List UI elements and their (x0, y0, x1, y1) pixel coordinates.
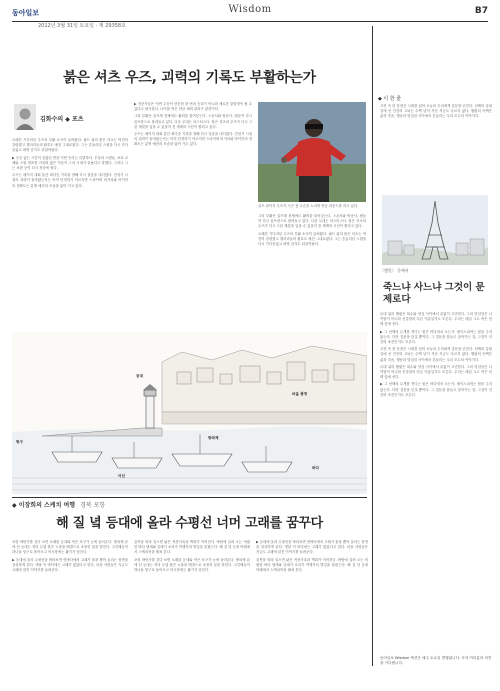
label-lighthouse-title: 등대 (136, 374, 143, 378)
page-number: B7 (474, 6, 488, 16)
right-paragraph: ▶ 그 선택의 무게를 견디는 힘은 어디에서 오는가. 셰익스피어는 답을 주지 않는다. 다만 질문을 던질 뿐이다. 그 질문을 붙들고 살아가는 것, 그것이 인간의 조건인지도 모른다. (380, 382, 492, 397)
article2-column-3 (256, 540, 368, 686)
article2-paragraph: 골목을 따라 걸으면 낡은 적산가옥과 벽화가 이어진다. 바람에 실려 오는 비릿한 바다 냄새와 갈매기 소리가 여행자의 발길을 붙잡는다. 해 질 녘 등대 아래에서 스케치북을 펼쳐 본다. (134, 540, 250, 555)
section-footer: 동아일보 Wisdom 섹션은 매주 토요일 발행됩니다. 독자 여러분의 의견을 기다립니다. (380, 656, 492, 665)
quote-caption: 〈햄릿〉 중에서 (380, 268, 409, 273)
label-port-title: 항구 (16, 440, 23, 444)
label-breakwater-title: 방파제 (208, 436, 219, 440)
columnist-name: 김화수의 ◆ 포츠 (40, 116, 84, 123)
series-title (12, 500, 105, 509)
article2-paragraph: ▶ 등대에 올라 수평선을 바라보면 먼바다에서 고래가 물을 뿜어 올리는 장면을 상상하게 된다. 옛날 이 바다에는 고래가 많았다고 한다. 마을 사람들은 지금도 고래에 얽힌 이야기를 들려준다. (12, 557, 128, 573)
article-headline: 붉은 셔츠 우즈, 괴력의 기록도 부활하는가 (63, 70, 316, 86)
quote-headline: 죽느냐 사느냐 그것이 문제로다 (383, 282, 485, 305)
article2-column-1 (12, 540, 128, 686)
label-village (292, 392, 332, 397)
pohang-sketch-illustration (12, 332, 367, 494)
masthead (12, 4, 488, 20)
article1-column-3 (258, 214, 366, 324)
article2-paragraph: 골목을 따라 걸으면 낡은 적산가옥과 벽화가 이어진다. 바람에 실려 오는 비릿한 바다 냄새와 갈매기 소리가 여행자의 발길을 붙잡는다. 해 질 녘 등대 아래에서 스케치북을 펼쳐 본다. (256, 557, 368, 573)
right-paragraph: 고전 속 한 문장은 시대를 넘어 오늘의 우리에게 질문을 던진다. 선택의 갈림길에 선 인간의 고뇌는 수백 년이 지난 지금도 다르지 않다. 햄릿의 독백은 삶과 죽음, 행동과 망설임 사이에서 흔들리는 우리 모두의 이야기다. (380, 347, 492, 362)
article2-column-2 (134, 540, 250, 686)
label-breakwater (208, 436, 248, 441)
tiger-woods-photo (258, 102, 366, 202)
label-lighthouse (136, 374, 166, 379)
photo-caption: 골프 타이거 우즈가 시즌 첫 우승을 노리며 연습 라운드를 하고 있다. (258, 204, 359, 208)
newspaper-logo[interactable]: 동아일보 (12, 8, 40, 17)
right-paragraph: 고전 속 한 문장은 시대를 넘어 오늘의 우리에게 질문을 던진다. 선택의 갈림길에 선 인간의 고뇌는 수백 년이 지난 지금도 다르지 않다. 햄릿의 독백은 삶과 죽음, 행동과 망설임 사이에서 흔들리는 우리 모두의 이야기다. (380, 104, 492, 119)
article1-paragraph: 오래간 기다리던 우즈의 부활 소식이 들려왔다. 필드 위의 붉은 셔츠는 여전히 강렬했고 갤러리들의 환호도 예전 그대로였다. 그는 흔들리던 스윙을 다시 가다듬었고 퍼팅 감각도 되살아났다. (258, 231, 366, 247)
golfer-photo-icon (258, 102, 366, 202)
right-paragraph: 무대 위의 햄릿은 복수와 양심 사이에서 끝없이 고민한다. 그의 망설임은 나약함이 아니라 신중함의 다른 이름일지도 모른다. 우리는 매일 크고 작은 선택 앞에 선다. (380, 312, 492, 327)
article2-paragraph: 포항 바닷가를 걷다 보면 오래된 등대와 작은 포구가 눈에 들어온다. 방파제 끝에 선 등대는 저녁 무렵 붉은 노을을 배경으로 조용히 불을 밝힌다. 고깃배들이 하나둘 항구로 돌아오고 어시장에는 활기가 넘친다. (134, 557, 250, 573)
article1-paragraph: 우즈는 메이저 대회 통산 최다승 기록을 향해 다시 걸음을 내디뎠다. 전성기 시절의 괴력이 돌아왔는지는 아직 단정하기 이르지만 드라이버 비거리와 아이언의 정확도는 분명 예전의 모습을 닮아 가고 있다. (12, 173, 128, 188)
article1-paragraph: 그의 부활은 골프계 전체에도 활력을 불어넣는다. 스폰서와 방송사, 팬들이 다시 골프장으로 몰려들고 있다. 다음 무대는 마스터스다. 붉은 셔츠의 우즈가 다시 그린 재킷을 입을 수 있을지 전 세계의 시선이 쏠리고 있다. (134, 114, 252, 129)
right-column-intro (380, 104, 492, 190)
article-divider (12, 497, 367, 498)
column-divider (372, 26, 373, 666)
article1-column-1 (12, 138, 128, 324)
label-boats-title: 어선 (118, 474, 125, 478)
article1-paragraph: ▶ 전문가들은 이번 우승이 단순한 한 번의 승리가 아니라 새로운 출발점이 될 수 있다고 평가한다. 나이를 먹은 만큼 체력 관리가 관건이다. (134, 102, 252, 112)
right-paragraph: 무대 위의 햄릿은 복수와 양심 사이에서 끝없이 고민한다. 그의 망설임은 나약함이 아니라 신중함의 다른 이름일지도 모른다. 우리는 매일 크고 작은 선택 앞에 선다. (380, 364, 492, 380)
article1-paragraph: 오래간 기다리던 우즈의 부활 소식이 들려왔다. 필드 위의 붉은 셔츠는 여전히 강렬했고 갤러리들의 환호도 예전 그대로였다. 그는 흔들리던 스윙을 다시 가다듬었고 퍼팅 감각도 되살아났다. (12, 138, 128, 153)
article2-paragraph: ▶ 등대에 올라 수평선을 바라보면 먼바다에서 고래가 물을 뿜어 올리는 장면을 상상하게 된다. 옛날 이 바다에는 고래가 많았다고 한다. 마을 사람들은 지금도 고래에 얽힌 이야기를 들려준다. (256, 540, 368, 555)
article1-paragraph: 우즈는 메이저 대회 통산 최다승 기록을 향해 다시 걸음을 내디뎠다. 전성기 시절의 괴력이 돌아왔는지는 아직 단정하기 이르지만 드라이버 비거리와 아이언의 정확도는 분명 예전의 모습을 닮아 가고 있다. (134, 132, 252, 147)
label-village-title: 마을 풍경 (292, 392, 308, 396)
article2-paragraph: 포항 바닷가를 걷다 보면 오래된 등대와 작은 포구가 눈에 들어온다. 방파제 끝에 선 등대는 저녁 무렵 붉은 노을을 배경으로 조용히 불을 밝힌다. 고깃배들이 하나둘 항구로 돌아오고 어시장에는 활기가 넘친다. (12, 540, 128, 555)
article2-headline: 해 질 녘 등대에 올라 수평선 너머 고래를 꿈꾸다 (56, 516, 323, 531)
right-column-body (380, 312, 492, 652)
issue-date: 2012년 3월 31일 토요일 · 제 29358호 (38, 23, 126, 29)
series-location: 경북 포항 (80, 502, 106, 509)
label-boats (118, 474, 168, 479)
columnist-avatar (14, 104, 36, 130)
right-paragraph: ▶ 그 선택의 무게를 견디는 힘은 어디에서 오는가. 셰익스피어는 답을 주지 않는다. 다만 질문을 던질 뿐이다. 그 질문을 붙들고 살아가는 것, 그것이 인간의 조건인지도 모른다. (380, 329, 492, 345)
columnist-byline (14, 104, 134, 132)
eiffel-tower-icon (382, 195, 488, 265)
article1-paragraph: ▶ 우승 없는 시간이 길었던 만큼 이번 승리는 특별하다. 부상과 스캔들, 코치 교체와 스윙 개조를 거치며 많은 이들이 그의 시대가 끝났다고 말했다. 그러나 그는 보란 듯이 다시 정상에 섰다. (12, 155, 128, 171)
article1-column-2 (134, 102, 252, 324)
quote-section-title: ◆ 이 한 줄 (378, 96, 402, 102)
section-title: Wisdom (228, 4, 272, 15)
portrait-icon (14, 104, 36, 130)
article1-paragraph: 그의 부활은 골프계 전체에도 활력을 불어넣는다. 스폰서와 방송사, 팬들이 다시 골프장으로 몰려들고 있다. 다음 무대는 마스터스다. 붉은 셔츠의 우즈가 다시 그린 재킷을 입을 수 있을지 전 세계의 시선이 쏠리고 있다. (258, 214, 366, 229)
label-sea-title: 바다 (312, 466, 319, 470)
label-port (16, 440, 66, 445)
label-sea (312, 466, 352, 471)
eiffel-tower-illustration (382, 195, 488, 265)
series-name: ◆ 이장희의 스케치 여행 (12, 502, 76, 509)
